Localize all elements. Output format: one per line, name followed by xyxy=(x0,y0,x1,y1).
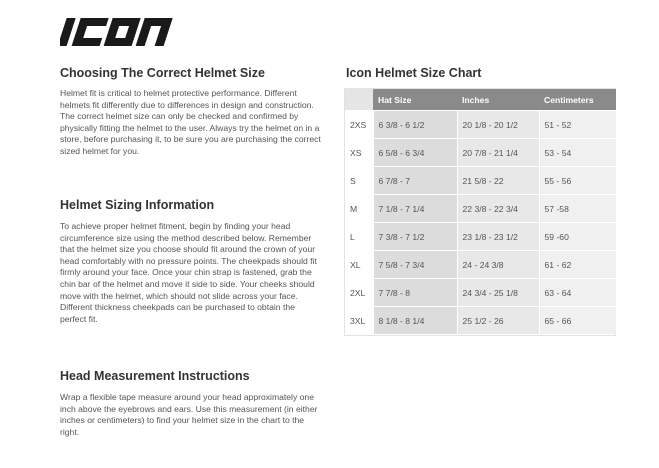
inches-cell: 24 - 24 3/8 xyxy=(457,251,539,279)
size-cell: XS xyxy=(345,139,373,167)
chart-title: Icon Helmet Size Chart xyxy=(346,66,482,80)
centimeters-cell: 53 - 54 xyxy=(539,139,616,167)
hat-size-cell: 6 3/8 - 6 1/2 xyxy=(373,111,457,139)
hat-size-cell: 7 7/8 - 8 xyxy=(373,279,457,307)
centimeters-cell: 59 -60 xyxy=(539,223,616,251)
size-cell: S xyxy=(345,167,373,195)
column-header-inches: Inches xyxy=(457,89,539,111)
centimeters-cell: 61 - 62 xyxy=(539,251,616,279)
table-row xyxy=(345,139,616,167)
column-header-centimeters: Centimeters xyxy=(539,89,616,111)
hat-size-cell: 7 5/8 - 7 3/4 xyxy=(373,251,457,279)
inches-cell: 25 1/2 - 26 xyxy=(457,307,539,335)
inches-cell: 22 3/8 - 22 3/4 xyxy=(457,195,539,223)
column-header-hat-size: Hat Size xyxy=(373,89,457,111)
section-heading-measurement: Head Measurement Instructions xyxy=(60,369,250,383)
table-row xyxy=(345,251,616,279)
size-cell: XL xyxy=(345,251,373,279)
size-cell: 2XS xyxy=(345,111,373,139)
table-row xyxy=(345,167,616,195)
inches-cell: 20 1/8 - 20 1/2 xyxy=(457,111,539,139)
section-heading-correct-size: Choosing The Correct Helmet Size xyxy=(60,66,265,80)
section-body-sizing-info: To achieve proper helmet fitment, begin by finding your head circumference size using the method described below. Remember that the helmet size you choose should fit around the crown of your head comfortably with no pressure points. The cheekpads should fit firmly around your face. Once your chin strap is fastened, grab the chin bar of the helmet and move it side to side. Your cheeks should move with the helmet, which should not slide across your face. Different thickness cheekpads can be purchased to obtain the perfect fit. xyxy=(60,221,317,324)
table-row xyxy=(345,279,616,307)
table-header-row xyxy=(345,89,616,111)
size-cell: L xyxy=(345,223,373,251)
inches-cell: 24 3/4 - 25 1/8 xyxy=(457,279,539,307)
section-body-measurement: Wrap a flexible tape measure around your head approximately one inch above the eyebrows and ears. Use this measurement (in either inches or centimeters) to find your helmet size in the chart to the right. xyxy=(60,392,318,437)
inches-cell: 23 1/8 - 23 1/2 xyxy=(457,223,539,251)
hat-size-cell: 8 1/8 - 8 1/4 xyxy=(373,307,457,335)
hat-size-cell: 7 1/8 - 7 1/4 xyxy=(373,195,457,223)
icon-logo xyxy=(60,14,184,50)
centimeters-cell: 65 - 66 xyxy=(539,307,616,335)
inches-cell: 20 7/8 - 21 1/4 xyxy=(457,139,539,167)
centimeters-cell: 51 - 52 xyxy=(539,111,616,139)
hat-size-cell: 6 7/8 - 7 xyxy=(373,167,457,195)
table-row xyxy=(345,111,616,139)
centimeters-cell: 57 -58 xyxy=(539,195,616,223)
size-cell: 3XL xyxy=(345,307,373,335)
size-cell: M xyxy=(345,195,373,223)
column-header-size xyxy=(345,89,373,111)
table-row xyxy=(345,195,616,223)
section-body-correct-size: Helmet fit is critical to helmet protective performance. Different helmets fit differently due to differences in design and construction. The correct helmet size can only be checked and confirmed by physically fitting the helmet to the user. Always try the helmet on in a store, before purchasing it, to be sure you are purchasing the correct sized helmet for you. xyxy=(60,88,321,156)
centimeters-cell: 55 - 56 xyxy=(539,167,616,195)
inches-cell: 21 5/8 - 22 xyxy=(457,167,539,195)
hat-size-cell: 7 3/8 - 7 1/2 xyxy=(373,223,457,251)
table-row xyxy=(345,307,616,335)
table-row xyxy=(345,223,616,251)
centimeters-cell: 63 - 64 xyxy=(539,279,616,307)
size-chart-table xyxy=(345,89,616,334)
size-cell: 2XL xyxy=(345,279,373,307)
hat-size-cell: 6 5/8 - 6 3/4 xyxy=(373,139,457,167)
section-heading-sizing-info: Helmet Sizing Information xyxy=(60,198,215,212)
